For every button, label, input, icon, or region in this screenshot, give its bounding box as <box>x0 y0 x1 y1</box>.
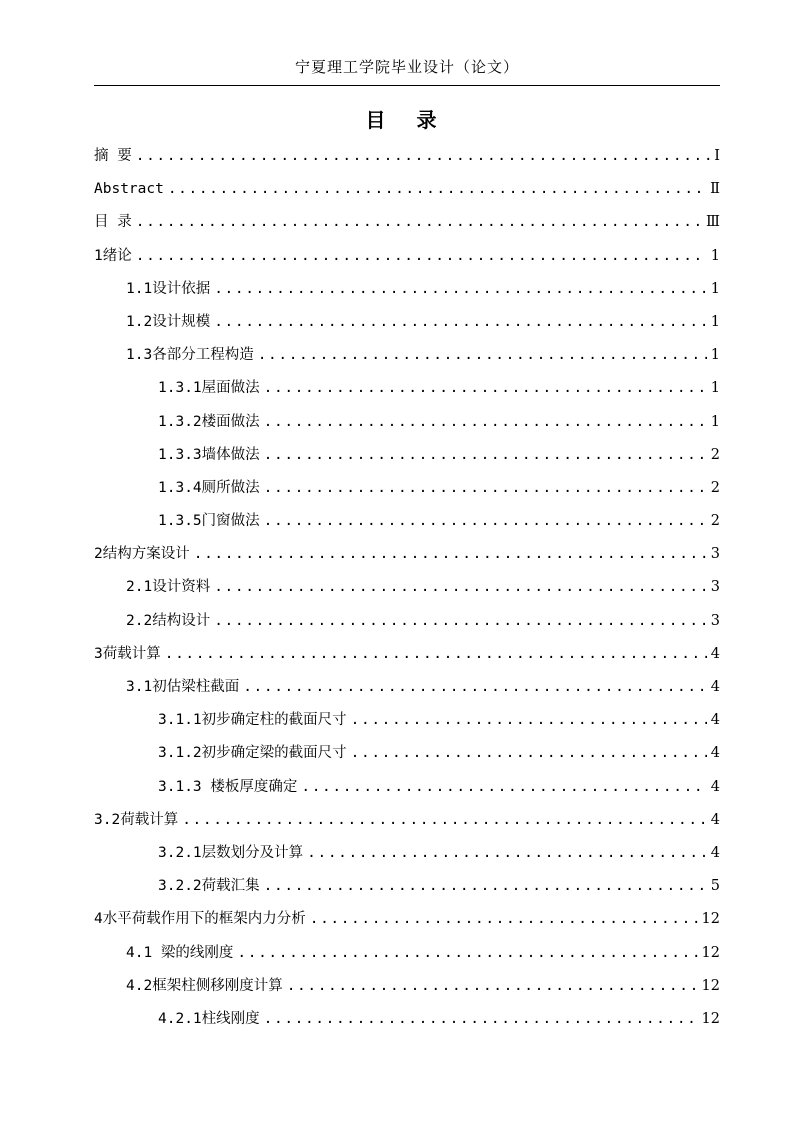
toc-entry-page-number: 4 <box>710 712 720 729</box>
toc-entry-page-number: 12 <box>701 1010 720 1027</box>
toc-entry-label: 1.3.5门窗做法 <box>158 513 260 530</box>
toc-leader-dots <box>264 505 707 538</box>
toc-entry-page-number: 2 <box>710 446 720 463</box>
toc-entry-page-number: Ⅰ <box>714 148 720 164</box>
toc-entry-label: 1.3.1屋面做法 <box>158 380 260 397</box>
toc-entry[interactable] <box>94 804 720 837</box>
toc-leader-dots <box>264 406 707 439</box>
toc-leader-dots <box>264 1003 698 1036</box>
toc-entry[interactable] <box>94 406 720 439</box>
toc-leader-dots <box>307 837 707 870</box>
toc-entry-label: 3荷载计算 <box>94 645 161 662</box>
toc-leader-dots <box>168 173 706 206</box>
toc-entry-page-number: 4 <box>710 679 720 695</box>
toc-entry[interactable] <box>94 206 720 239</box>
toc-leader-dots <box>194 538 707 571</box>
toc-entry-label: 1绪论 <box>94 247 132 264</box>
toc-entry-label: 3.2.1层数划分及计算 <box>158 844 304 861</box>
toc-entry-label: 1.1设计依据 <box>126 280 211 297</box>
toc-entry[interactable] <box>94 870 720 903</box>
toc-entry[interactable] <box>94 472 720 505</box>
toc-entry-label: 4水平荷载作用下的框架内力分析 <box>94 911 306 928</box>
toc-entry-label: 3.2.2荷载汇集 <box>158 878 260 895</box>
toc-entry-label: Abstract <box>94 181 164 198</box>
toc-leader-dots <box>182 804 707 837</box>
header-rule <box>94 85 720 86</box>
toc-entry-label: 1.2设计规模 <box>126 313 211 330</box>
toc-entry-label: 1.3.3墙体做法 <box>158 446 260 463</box>
toc-entry[interactable] <box>94 339 720 372</box>
toc-entry[interactable] <box>94 1003 720 1036</box>
toc-entry[interactable] <box>94 505 720 538</box>
toc-entry-label: 3.1.3 楼板厚度确定 <box>158 778 298 795</box>
toc-heading: 目 录 <box>365 108 449 132</box>
toc-entry[interactable] <box>94 638 720 671</box>
toc-leader-dots <box>287 970 698 1003</box>
toc-entry[interactable] <box>94 970 720 1003</box>
toc-leader-dots <box>351 704 707 737</box>
toc-leader-dots <box>264 439 707 472</box>
toc-entry-page-number: 1 <box>710 280 720 297</box>
toc-entry-page-number: 1 <box>710 413 720 430</box>
toc-entry-page-number: 12 <box>701 977 720 994</box>
toc-entry[interactable] <box>94 837 720 870</box>
toc-entry[interactable] <box>94 571 720 604</box>
toc-leader-dots <box>214 605 707 638</box>
toc-leader-dots <box>243 671 707 704</box>
toc-entry[interactable] <box>94 771 720 804</box>
toc-leader-dots <box>237 937 697 970</box>
toc-entry-page-number: 12 <box>701 944 720 961</box>
toc-entry-page-number: 4 <box>710 778 720 795</box>
toc-entry-page-number: 4 <box>710 844 720 861</box>
toc-entry-label: 2.1设计资料 <box>126 579 211 596</box>
toc-entry[interactable] <box>94 173 720 206</box>
toc-entry-page-number: 3 <box>710 579 720 596</box>
toc-entry-page-number: 12 <box>701 911 720 928</box>
toc-leader-dots <box>165 638 707 671</box>
toc-entry[interactable] <box>94 140 720 173</box>
toc-entry[interactable] <box>94 737 720 770</box>
toc-entry[interactable] <box>94 240 720 273</box>
toc-leader-dots <box>214 306 707 339</box>
toc-entry[interactable] <box>94 273 720 306</box>
toc-leader-dots <box>301 771 706 804</box>
toc-entry-page-number: Ⅱ <box>710 181 720 198</box>
toc-entry-page-number: 3 <box>710 612 720 629</box>
toc-entry-page-number: 1 <box>710 313 720 330</box>
toc-entry-page-number: 2 <box>710 513 720 530</box>
toc-entry[interactable] <box>94 605 720 638</box>
toc-entry[interactable] <box>94 704 720 737</box>
toc-entry[interactable] <box>94 372 720 405</box>
toc-entry-page-number: 4 <box>710 811 720 828</box>
toc-entry[interactable] <box>94 439 720 472</box>
toc-entry-label: 3.1初估梁柱截面 <box>126 679 240 695</box>
toc-leader-dots <box>136 240 707 273</box>
toc-entry-label: 1.3.2楼面做法 <box>158 413 260 430</box>
toc-entry-label: 目 录 <box>94 214 132 231</box>
toc-entry-label: 4.1 梁的线刚度 <box>126 944 234 961</box>
toc-entry-label: 3.1.1初步确定柱的截面尺寸 <box>158 712 347 729</box>
table-of-contents <box>94 140 720 1036</box>
toc-entry-page-number: 2 <box>710 479 720 496</box>
toc-entry-label: 1.3各部分工程构造 <box>126 347 254 364</box>
toc-leader-dots <box>214 571 707 604</box>
toc-entry-page-number: 1 <box>710 347 720 364</box>
toc-entry-label: 2.2结构设计 <box>126 612 211 629</box>
toc-entry-page-number: 1 <box>710 247 720 264</box>
toc-entry-label: 2结构方案设计 <box>94 546 190 563</box>
toc-leader-dots <box>258 339 707 372</box>
toc-entry[interactable] <box>94 937 720 970</box>
toc-entry-label: 4.2框架柱侧移刚度计算 <box>126 977 283 994</box>
page-header-title: 宁夏理工学院毕业设计（论文） <box>294 58 519 76</box>
toc-leader-dots <box>310 903 698 936</box>
toc-entry-label: 3.2荷载计算 <box>94 811 179 828</box>
toc-leader-dots <box>136 140 711 173</box>
toc-entry-label: 摘 要 <box>94 148 132 164</box>
toc-entry[interactable] <box>94 671 720 704</box>
toc-leader-dots <box>214 273 707 306</box>
toc-entry-page-number: 5 <box>710 878 720 895</box>
toc-entry[interactable] <box>94 538 720 571</box>
toc-entry-page-number: 4 <box>710 745 720 762</box>
toc-entry[interactable] <box>94 306 720 339</box>
toc-entry-label: 1.3.4厕所做法 <box>158 479 260 496</box>
toc-entry-page-number: 1 <box>710 380 720 397</box>
toc-entry-label: 3.1.2初步确定梁的截面尺寸 <box>158 745 347 762</box>
toc-leader-dots <box>136 206 702 239</box>
toc-entry-page-number: 4 <box>710 645 720 662</box>
toc-entry-page-number: 3 <box>710 546 720 563</box>
toc-entry-page-number: Ⅲ <box>706 214 720 231</box>
toc-leader-dots <box>264 870 707 903</box>
toc-leader-dots <box>264 372 707 405</box>
toc-leader-dots <box>264 472 707 505</box>
toc-leader-dots <box>351 737 707 770</box>
toc-entry[interactable] <box>94 903 720 936</box>
toc-entry-label: 4.2.1柱线刚度 <box>158 1010 260 1027</box>
